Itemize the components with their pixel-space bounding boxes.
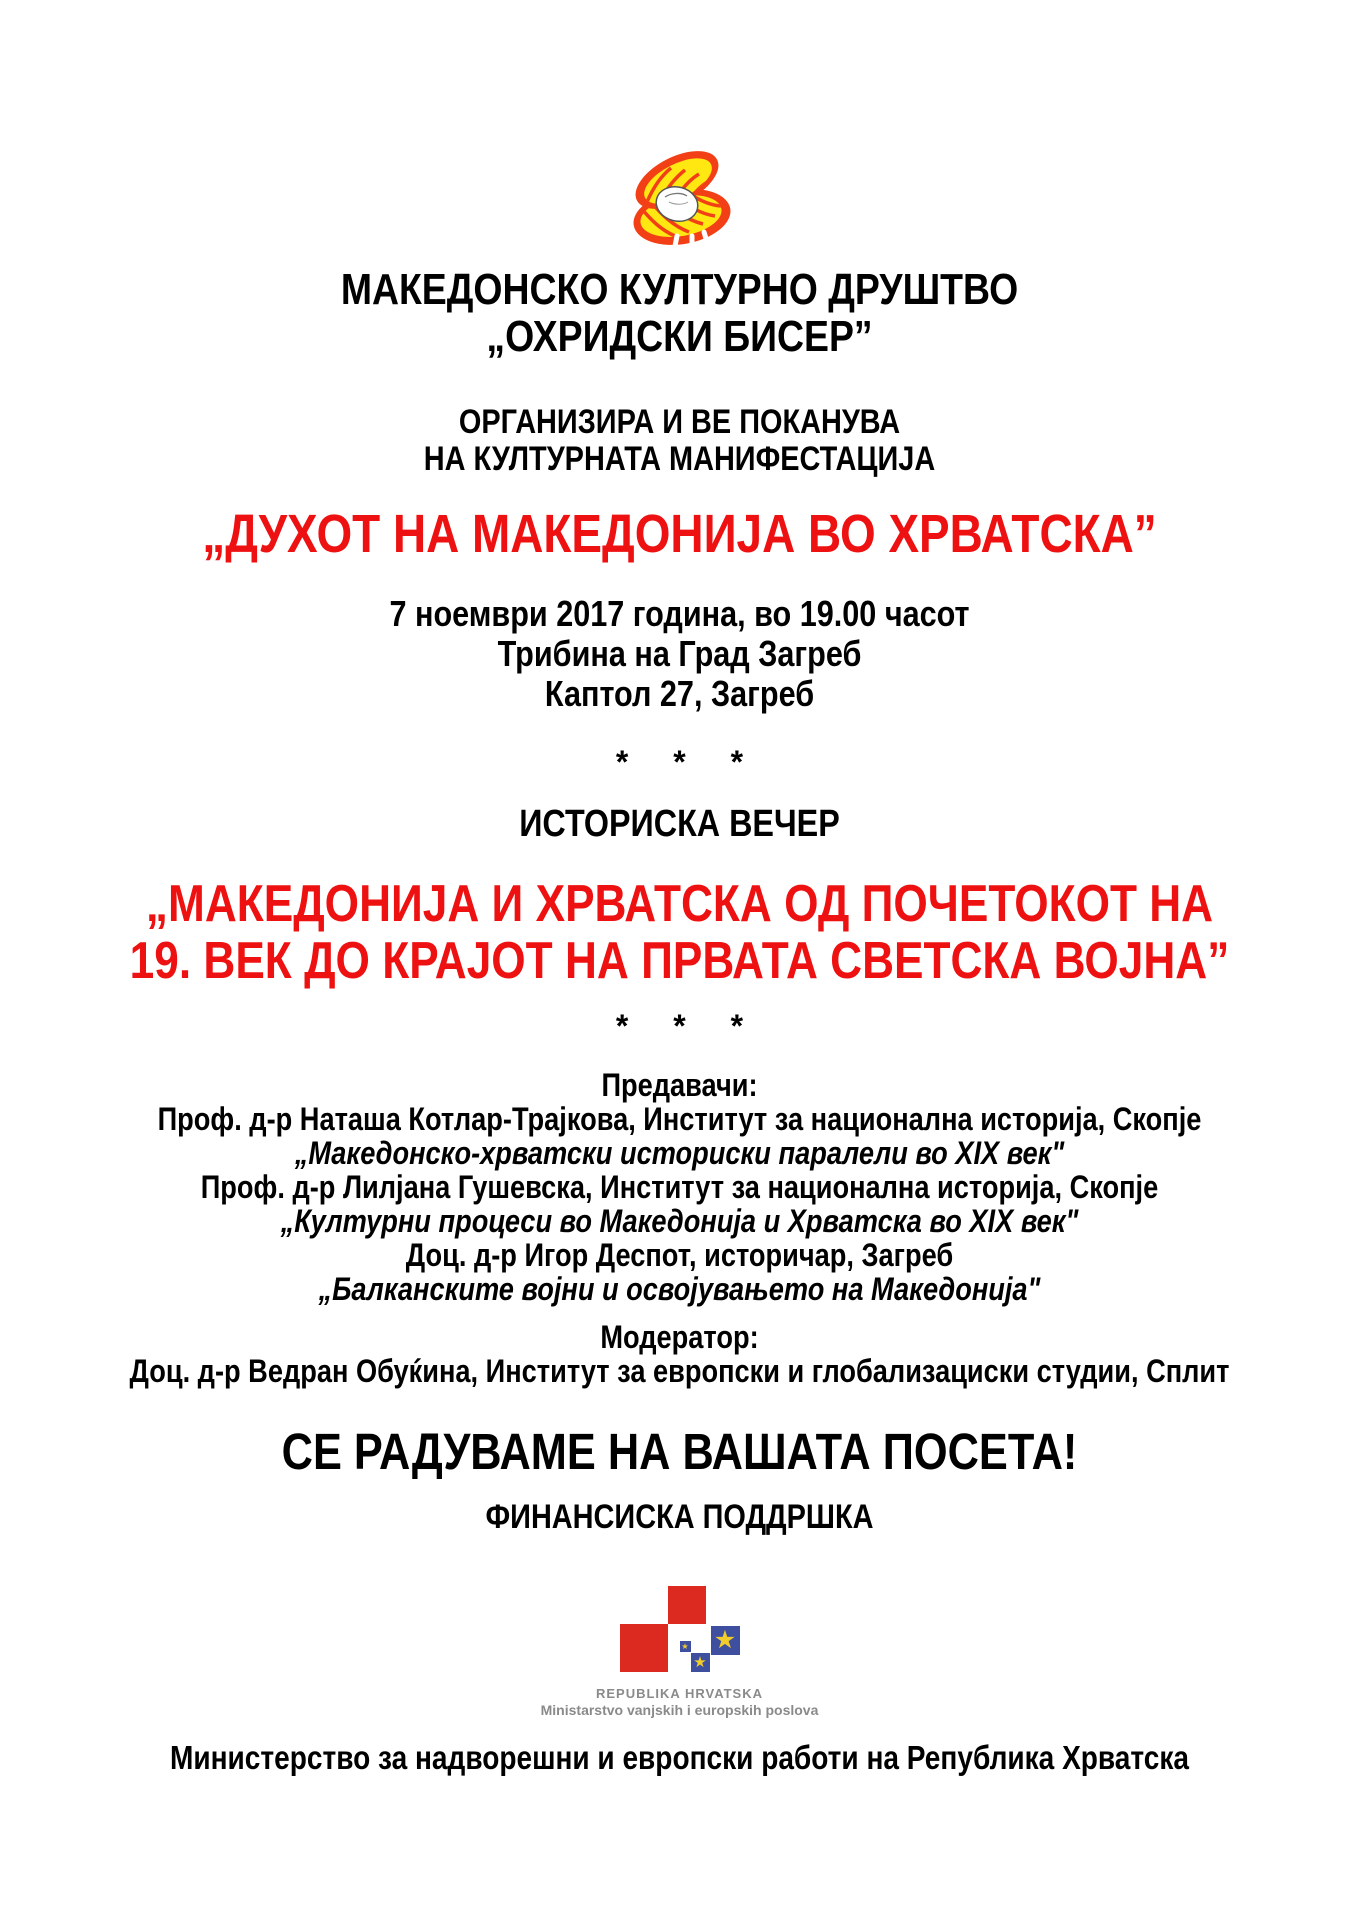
speaker-topic: „Културни процеси во Македонија и Хрватска во XIX век" [280, 1203, 1079, 1239]
lecture-title-line1: „МАКЕДОНИЈА И ХРВАТСКА ОД ПОЧЕТОКОТ НА [145, 875, 1214, 933]
star-icon: ★ [681, 1641, 689, 1651]
eu-star-square-large [711, 1626, 740, 1655]
eu-star-square-small [691, 1653, 710, 1672]
event-datetime: 7 ноември 2017 година, во 19.00 часот [389, 593, 970, 634]
event-address: Каптол 27, Загреб [544, 673, 815, 714]
speaker-name: Проф. д-р Наташа Котлар-Трајкова, Институт за национална историја, Скопје [157, 1101, 1202, 1137]
moderator-heading: Модератор: [600, 1319, 759, 1355]
speaker-name: Проф. д-р Лилјана Гушевска, Институт за национална историја, Скопје [200, 1169, 1159, 1205]
organization-name-line2: „ОХРИДСКИ БИСЕР” [486, 312, 873, 361]
organization-name-line1: МАКЕДОНСКО КУЛТУРНО ДРУШТВО [340, 265, 1019, 314]
speaker-name: Доц. д-р Игор Деспот, историчар, Загреб [405, 1237, 954, 1273]
invitation-text [102, 404, 1257, 478]
speaker-topic: „Македонско-хрватски историски паралели во XIX век" [294, 1135, 1065, 1171]
asterisk-separator: * * * [615, 744, 744, 780]
pearl-shell-icon [617, 150, 743, 250]
event-venue: Трибина на Град Загреб [497, 633, 862, 674]
lecture-title [102, 876, 1257, 990]
lecture-title-line2: 19. ВЕК ДО КРАЈОТ НА ПРВАТА СВЕТСКА ВОЈНА” [129, 932, 1230, 990]
eu-star-square-tiny [680, 1641, 691, 1652]
event-details [102, 594, 1257, 714]
sponsor-ministry-name-macedonian: Министерство за надворешни и европски работи на Република Хрватска [170, 1739, 1189, 1776]
ministry-logo [620, 1586, 740, 1672]
pearl-logo-wrap [0, 0, 1359, 252]
speaker-topic: „Балканските војни и освојувањето на Македонија" [318, 1271, 1041, 1307]
checker-red-square-top [668, 1586, 706, 1624]
speakers-heading: Предавачи: [601, 1067, 758, 1103]
manifestation-title: „ДУХОТ НА МАКЕДОНИЈА ВО ХРВАТСКА” [202, 504, 1157, 564]
closing-message: СЕ РАДУВАМЕ НА ВАШАТА ПОСЕТА! [281, 1423, 1078, 1480]
invitation-line1: ОРГАНИЗИРА И ВЕ ПОКАНУВА [458, 403, 901, 441]
moderator-name: Доц. д-р Ведран Обуќина, Институт за европски и глобализациски студии, Сплит [129, 1353, 1230, 1389]
speakers-section [102, 1068, 1257, 1306]
checker-red-square-left [620, 1624, 668, 1672]
asterisk-separator: * * * [615, 1008, 744, 1044]
sponsor-country-name: REPUBLIKA HRVATSKA [595, 1686, 764, 1701]
invitation-line2: НА КУЛТУРНАТА МАНИФЕСТАЦИЈА [423, 440, 936, 478]
sponsor-ministry-name-latin: Ministarstvo vanjskih i europskih poslova [540, 1702, 819, 1718]
star-icon: ★ [693, 1654, 707, 1671]
financial-support-heading: ФИНАНСИСКА ПОДДРШКА [485, 1498, 874, 1536]
star-icon: ★ [713, 1626, 737, 1654]
organization-title [102, 266, 1257, 360]
section-label: ИСТОРИСКА ВЕЧЕР [519, 803, 840, 845]
moderator-section [102, 1320, 1257, 1388]
